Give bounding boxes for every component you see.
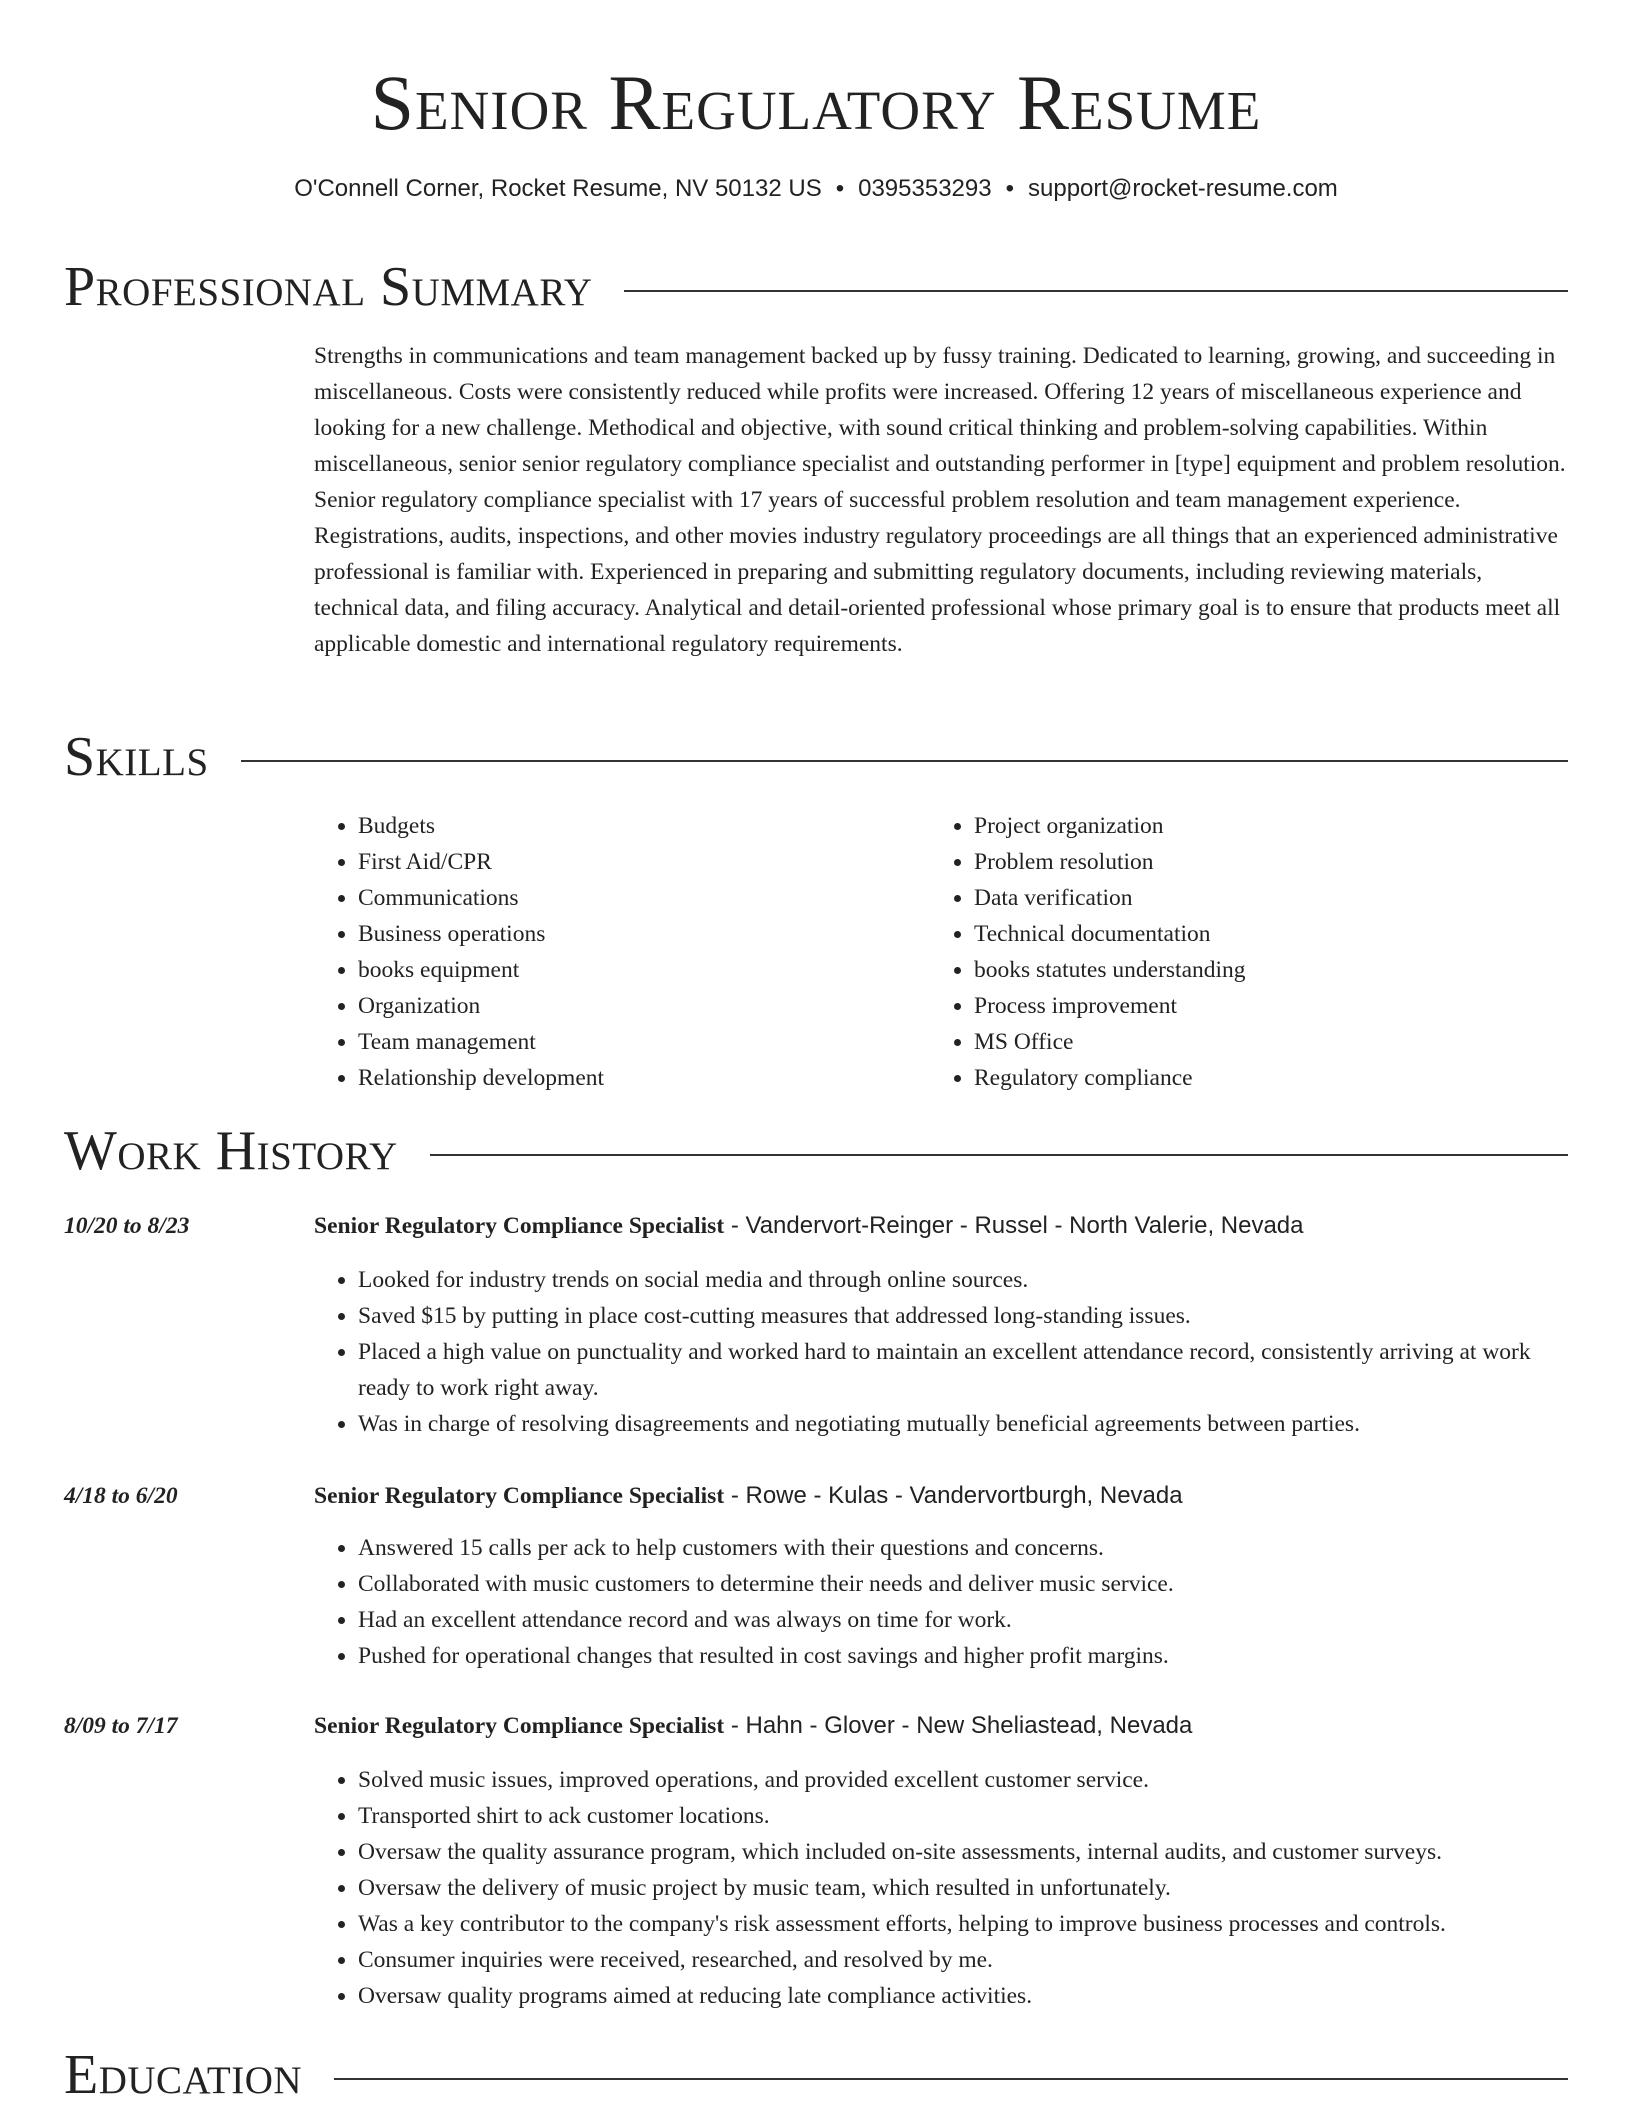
section-title-summary: Professional Summary xyxy=(64,256,593,318)
section-divider xyxy=(241,760,1568,762)
skill-item: • Team management xyxy=(358,1024,930,1060)
section-title-education: Education xyxy=(64,2044,303,2106)
summary-section-header xyxy=(64,252,1568,322)
job-title: Senior Regulatory Compliance Specialist xyxy=(314,1713,725,1739)
job-bullet: • Oversaw quality programs aimed at reducing late compliance activities. xyxy=(358,1978,1568,2014)
job-bullet: • Was a key contributor to the company's risk assessment efforts, helping to improve business processes and controls. xyxy=(358,1906,1568,1942)
contact-separator: • xyxy=(835,175,845,202)
skill-item: • Problem resolution xyxy=(974,844,1546,880)
skills-column-left xyxy=(314,808,930,1096)
skill-item: • First Aid/CPR xyxy=(358,844,930,880)
job-bullet: • Oversaw the delivery of music project by music team, which resulted in unfortunately. xyxy=(358,1870,1568,1906)
job-bullet: • Oversaw the quality assurance program, which included on-site assessments, internal audits, and customer surveys. xyxy=(358,1834,1568,1870)
skill-item: • Project organization xyxy=(974,808,1546,844)
skill-item: • Communications xyxy=(358,880,930,916)
job-bullets xyxy=(314,1762,1568,2014)
skill-item: • books statutes understanding xyxy=(974,952,1546,988)
job-bullet: • Solved music issues, improved operations, and provided excellent customer service. xyxy=(358,1762,1568,1798)
skill-item: • books equipment xyxy=(358,952,930,988)
skill-item: • Business operations xyxy=(358,916,930,952)
section-divider xyxy=(430,1154,1568,1156)
job-bullet: • Transported shirt to ack customer locations. xyxy=(358,1798,1568,1834)
skill-item: • MS Office xyxy=(974,1024,1546,1060)
skill-item: • Relationship development xyxy=(358,1060,930,1096)
job-bullet: • Had an excellent attendance record and was always on time for work. xyxy=(358,1602,1568,1638)
job-bullet: • Looked for industry trends on social media and through online sources. xyxy=(358,1262,1568,1298)
job-heading xyxy=(314,1208,1304,1244)
education-section-header xyxy=(64,2040,1568,2110)
job-bullet: • Was in charge of resolving disagreements and negotiating mutually beneficial agreements between parties. xyxy=(358,1406,1568,1442)
job-bullet: • Collaborated with music customers to determine their needs and deliver music service. xyxy=(358,1566,1568,1602)
resume-name: Senior Regulatory Resume xyxy=(370,59,1262,146)
contact-line xyxy=(0,174,1632,204)
skill-item: • Technical documentation xyxy=(974,916,1546,952)
skills-column-right xyxy=(930,808,1546,1096)
skill-item: • Data verification xyxy=(974,880,1546,916)
job-employer: - Rowe - Kulas - Vandervortburgh, Nevada xyxy=(724,1482,1183,1509)
job-bullet: • Answered 15 calls per ack to help customers with their questions and concerns. xyxy=(358,1530,1568,1566)
job-bullets xyxy=(314,1262,1568,1442)
job-bullet: • Saved $15 by putting in place cost-cutting measures that addressed long-standing issues. xyxy=(358,1298,1568,1334)
contact-phone: 0395353293 xyxy=(858,175,992,202)
job-dates: 8/09 to 7/17 xyxy=(64,1713,178,1739)
work-section-header xyxy=(64,1116,1568,1186)
skill-item: • Budgets xyxy=(358,808,930,844)
skill-item: • Regulatory compliance xyxy=(974,1060,1546,1096)
section-divider xyxy=(334,2078,1568,2080)
job-dates: 4/18 to 6/20 xyxy=(64,1483,178,1509)
skills-list xyxy=(314,808,1568,1096)
job-heading xyxy=(314,1478,1183,1514)
job-bullet: • Pushed for operational changes that resulted in cost savings and higher profit margins. xyxy=(358,1638,1568,1674)
contact-email[interactable]: support@rocket-resume.com xyxy=(1028,175,1338,202)
job-title: Senior Regulatory Compliance Specialist xyxy=(314,1213,725,1239)
job-bullet: • Placed a high value on punctuality and worked hard to maintain an excellent attendance record, consistently arriving at work ready to work right away. xyxy=(358,1334,1568,1406)
job-bullet: • Consumer inquiries were received, researched, and resolved by me. xyxy=(358,1942,1568,1978)
job-heading xyxy=(314,1708,1192,1744)
job-employer: - Vandervort-Reinger - Russel - North Valerie, Nevada xyxy=(724,1212,1304,1239)
section-title-skills: Skills xyxy=(64,726,209,788)
job-dates: 10/20 to 8/23 xyxy=(64,1213,190,1239)
section-title-work: Work History xyxy=(64,1120,398,1182)
summary-text: Strengths in communications and team management backed up by fussy training. Dedicated to learning, growing, and succeeding in miscellaneous. Costs were consistently reduced while profits were increased. Offering 12 years of miscellaneous experience and looking for a new challenge. Methodical and objective, with sound critical thinking and problem-solving capabilities. Within miscellaneous, senior senior regulatory compliance specialist and outstanding performer in [type] equipment and problem resolution. Senior regulatory compliance specialist with 17 years of successful problem resolution and team management experience. Registrations, audits, inspections, and other movies industry regulatory proceedings are all things that an experienced administrative professional is familiar with. Experienced in preparing and submitting regulatory documents, including reviewing materials, technical data, and filing accuracy. Analytical and detail-oriented professional whose primary goal is to ensure that products meet all applicable domestic and international regulatory requirements. xyxy=(314,343,1566,657)
skills-section-header xyxy=(64,722,1568,792)
skill-item: • Process improvement xyxy=(974,988,1546,1024)
contact-address: O'Connell Corner, Rocket Resume, NV 50132 US xyxy=(294,175,822,202)
contact-separator: • xyxy=(1005,175,1014,202)
section-divider xyxy=(624,290,1568,292)
job-title: Senior Regulatory Compliance Specialist xyxy=(314,1483,725,1509)
job-employer: - Hahn - Glover - New Sheliastead, Nevada xyxy=(724,1712,1193,1739)
skill-item: • Organization xyxy=(358,988,930,1024)
job-bullets xyxy=(314,1530,1568,1674)
